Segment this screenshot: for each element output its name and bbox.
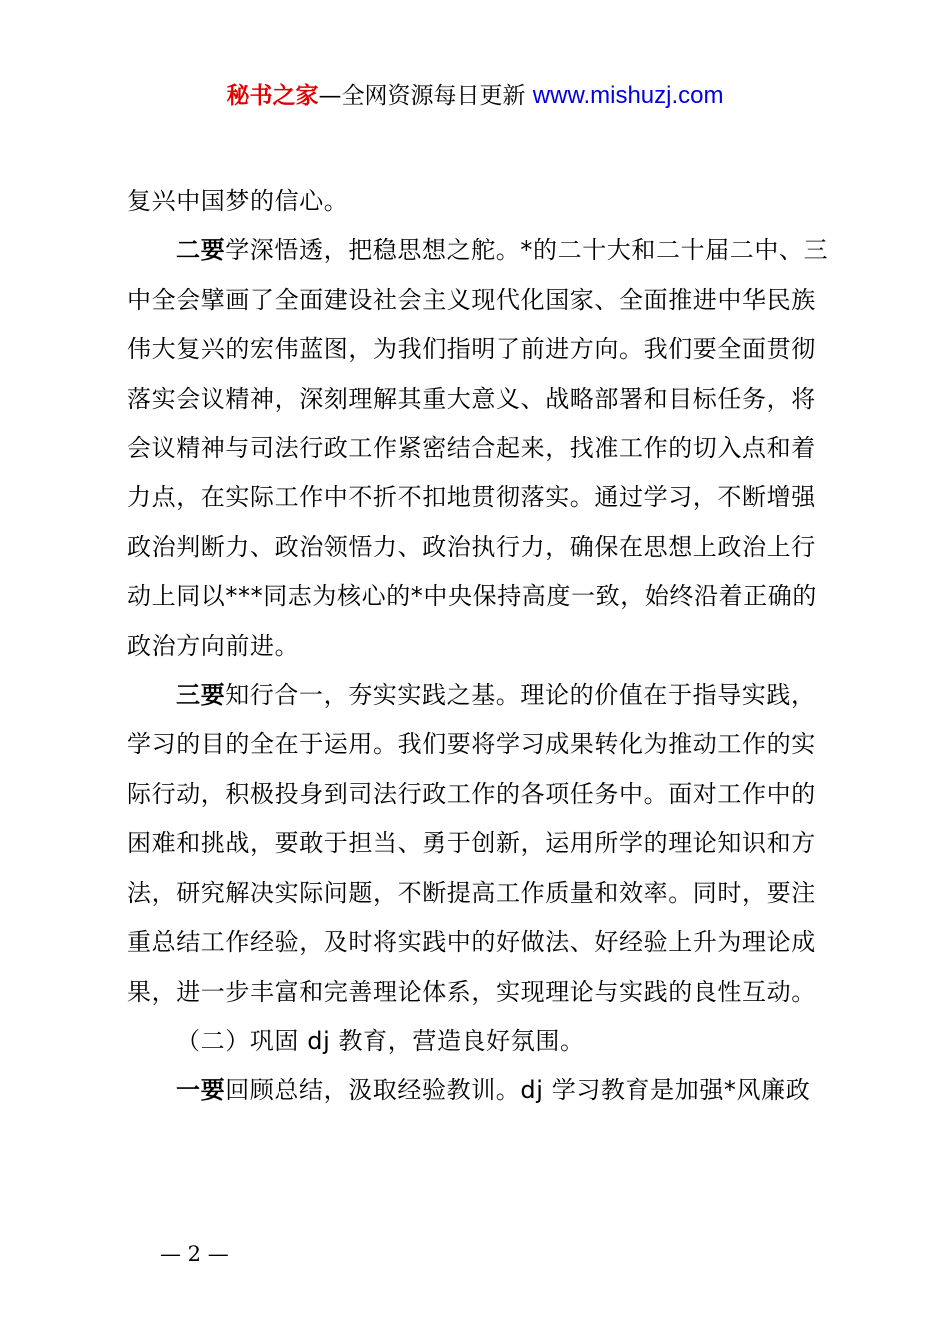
section-heading xyxy=(127,1017,835,1066)
paragraph-4-lead: 一要 xyxy=(176,1076,226,1105)
paragraph-4-text: 回顾总结，汲取经验教训。dj 学习教育是加强*风廉政 xyxy=(225,1076,811,1105)
page-number: — 2 — xyxy=(160,1242,229,1266)
paragraph-3-text: 知行合一，夯实实践之基。理论的价值在于指导实践，学习的目的全在于运用。我们要将学习成果转化为推动工作的实际行动，积极投身到司法行政工作的各项任务中。面对工作中的困难和挑战，要敢于担当、勇于创新，运用所学的理论知识和方法，研究解决实际问题，不断提高工作质量和效率。同时，要注重总结工作经验，及时将实践中的好做法、好经验上升为理论成果，进一步丰富和完善理论体系，实现理论与实践的良性互动。 xyxy=(127,681,816,1006)
paragraph-2-text: 学深悟透，把稳思想之舵。*的二十大和二十届二中、三中全会擘画了全面建设社会主义现代化国家、全面推进中华民族伟大复兴的宏伟蓝图，为我们指明了前进方向。我们要全面贯彻落实会议精神，深刻理解其重大意义、战略部署和目标任务，将会议精神与司法行政工作紧密结合起来，找准工作的切入点和着力点，在实际工作中不折不扣地贯彻落实。通过学习，不断增强政治判断力、政治领悟力、政治执行力，确保在思想上政治上行动上同以***同志为核心的*中央保持高度一致，始终沿着正确的政治方向前进。 xyxy=(127,236,829,660)
paragraph-1-text: 复兴中国梦的信心。 xyxy=(127,187,349,215)
site-brand: 秘书之家 xyxy=(226,83,319,109)
site-url-link[interactable]: www.mishuzj.com xyxy=(532,82,724,109)
site-tagline: —全网资源每日更新 xyxy=(318,83,533,109)
document-body xyxy=(127,177,835,1116)
section-heading-text: （二）巩固 dj 教育，营造良好氛围。 xyxy=(176,1026,585,1055)
paragraph-3-lead: 三要 xyxy=(176,681,226,710)
paragraph-4 xyxy=(127,1066,835,1115)
paragraph-2 xyxy=(127,226,835,671)
paragraph-3 xyxy=(127,671,835,1017)
paragraph-2-lead: 二要 xyxy=(176,236,226,265)
paragraph-1 xyxy=(127,177,835,226)
site-header xyxy=(0,80,950,112)
